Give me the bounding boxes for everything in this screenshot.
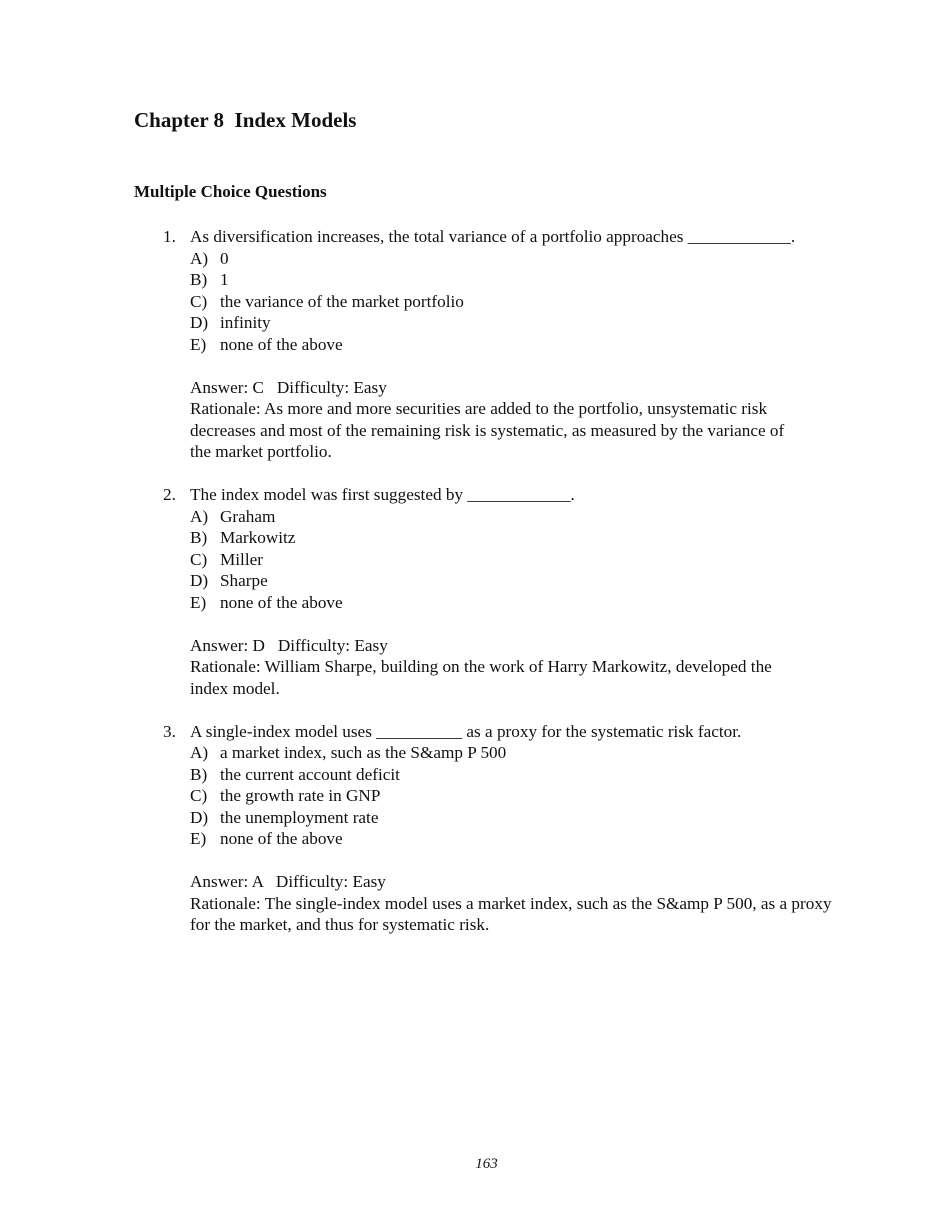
question-stem [0,226,950,248]
option-text: none of the above [220,592,343,612]
rationale-line: for the market, and thus for systematic risk. [190,915,490,934]
question-number: 3. [163,721,176,741]
option-b [0,527,950,549]
option-text: the unemployment rate [220,807,379,827]
question-text: The index model was first suggested by ____________. [190,485,575,504]
option-text: infinity [220,313,271,332]
option-letter: E) [190,334,207,354]
option-d [0,807,950,829]
option-c [0,291,950,313]
option-e [0,828,950,850]
option-letter: B) [190,764,208,784]
spacer [0,355,950,377]
rationale-line: the market portfolio. [190,442,332,461]
option-letter: D) [190,313,209,332]
option-text: Sharpe [220,571,268,590]
question-number: 2. [163,485,176,504]
option-a [0,742,950,764]
option-letter: D) [190,571,209,590]
answer-line: Answer: D Difficulty: Easy [190,635,388,655]
question-text: A single-index model uses __________ as a proxy for the systematic risk factor. [190,721,742,741]
answer-line: Answer: C Difficulty: Easy [190,377,387,397]
question-stem [0,721,950,743]
option-letter: C) [190,549,208,569]
option-letter: E) [190,592,207,612]
option-text: 0 [220,248,229,268]
spacer [0,850,950,872]
option-letter: A) [190,248,209,268]
chapter-title: Chapter 8 Index Models [134,108,357,132]
option-c [0,549,950,571]
question-stem [0,484,950,506]
option-text: the current account deficit [220,764,400,784]
option-letter: B) [190,270,208,289]
rationale-line: Rationale: William Sharpe, building on the work of Harry Markowitz, developed the [190,657,772,676]
option-letter: C) [190,291,208,311]
option-e [0,592,950,614]
option-text: a market index, such as the S&amp P 500 [220,743,507,762]
question-list [0,226,950,957]
option-text: the variance of the market portfolio [220,291,464,311]
rationale-line: decreases and most of the remaining risk is systematic, as measured by the variance of [190,420,785,440]
option-text: the growth rate in GNP [220,786,381,805]
option-a [0,506,950,528]
question-3 [0,721,950,936]
option-d [0,570,950,592]
answer-line: Answer: A Difficulty: Easy [190,872,386,891]
spacer [0,613,950,635]
section-heading: Multiple Choice Questions [134,182,327,201]
option-letter: B) [190,528,208,547]
option-e [0,334,950,356]
option-letter: D) [190,807,209,827]
question-text: As diversification increases, the total variance of a portfolio approaches ____________. [190,227,796,246]
option-text: Graham [220,506,276,526]
rationale-line: Rationale: The single-index model uses a market index, such as the S&amp P 500, as a proxy [190,893,832,913]
option-d [0,312,950,334]
rationale [0,893,950,936]
option-b [0,269,950,291]
rationale [0,398,950,463]
question-2 [0,484,950,699]
option-letter: E) [190,829,207,848]
option-b [0,764,950,786]
option-text: none of the above [220,334,343,354]
question-1 [0,226,950,463]
option-text: Markowitz [220,528,296,547]
option-letter: C) [190,786,208,805]
rationale [0,656,950,699]
option-letter: A) [190,743,209,762]
rationale-line: Rationale: As more and more securities are added to the portfolio, unsystematic risk [190,399,768,418]
option-letter: A) [190,506,209,526]
question-number: 1. [163,227,176,246]
page-number: 163 [475,1156,498,1172]
option-c [0,785,950,807]
option-text: 1 [220,270,229,289]
option-text: none of the above [220,829,343,848]
rationale-line: index model. [190,678,280,698]
option-text: Miller [220,549,263,569]
option-a [0,248,950,270]
